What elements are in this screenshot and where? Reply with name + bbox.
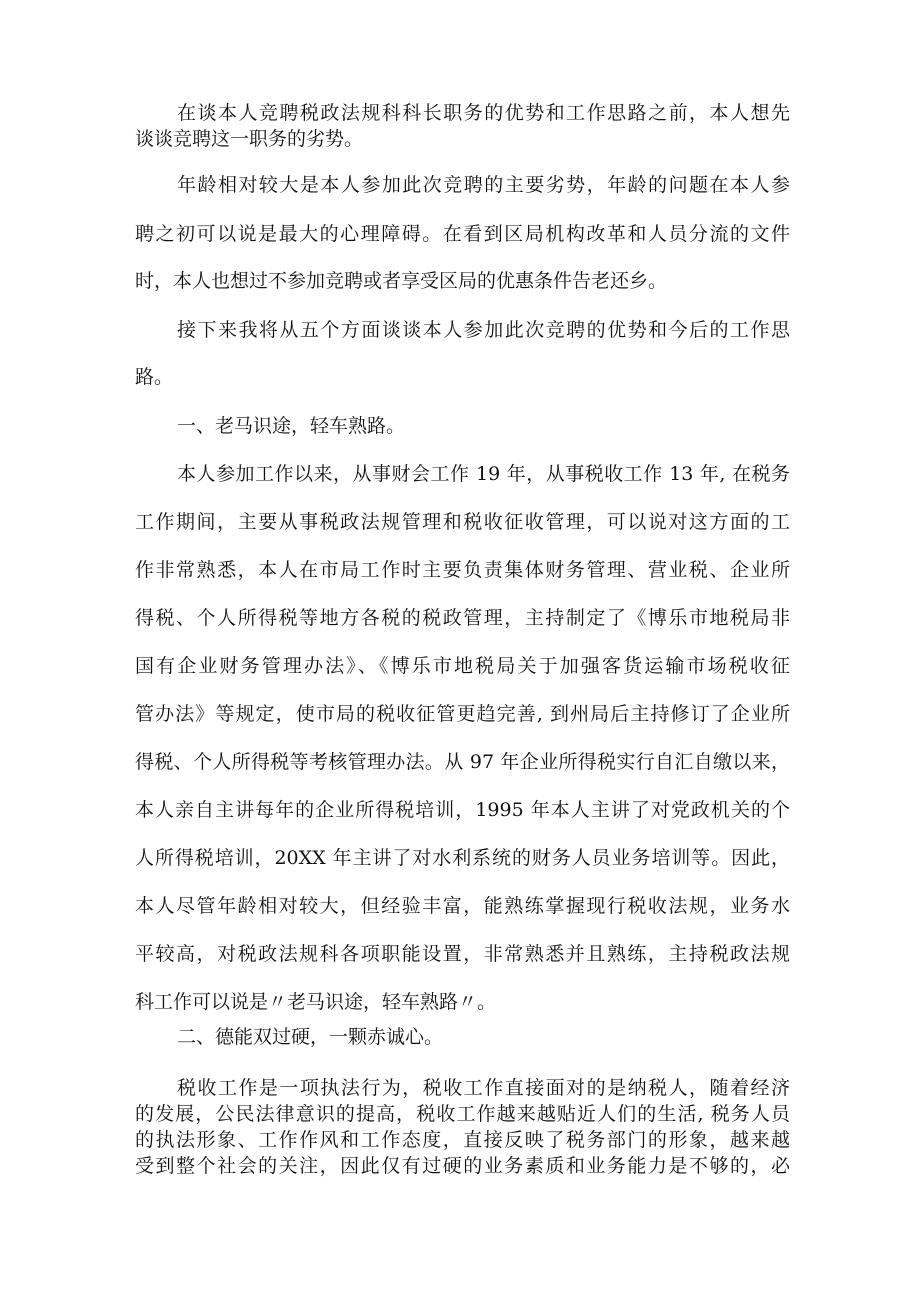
paragraph-4-line-11: 平较高，对税政法规科各项职能设置，非常熟悉并且熟练，主持税政法规 bbox=[135, 943, 790, 965]
section-heading-2: 二、德能双过硬，一颗赤诚心。 bbox=[177, 1026, 444, 1048]
paragraph-4-line-7: 得税、个人所得税等考核管理办法。从 97 年企业所得税实行自汇自缴以来， bbox=[135, 751, 790, 773]
paragraph-4-line-12: 科工作可以说是〃老马识途，轻车熟路〃。 bbox=[135, 991, 497, 1013]
paragraph-3-line-2: 路。 bbox=[135, 366, 174, 388]
paragraph-4-line-3: 作非常熟悉，本人在市局工作时主要负责集体财务管理、营业税、企业所 bbox=[135, 559, 790, 581]
paragraph-2-line-3: 时，本人也想过不参加竞聘或者享受区局的优惠条件告老还乡。 bbox=[135, 270, 668, 292]
paragraph-2-line-1: 年龄相对较大是本人参加此次竞聘的主要劣势，年龄的问题在本人参 bbox=[177, 174, 790, 196]
paragraph-4-line-6: 管办法》等规定，使市局的税收征管更趋完善, 到州局后主持修订了企业所 bbox=[135, 703, 790, 725]
paragraph-4-line-4: 得税、个人所得税等地方各税的税政管理，主持制定了《博乐市地税局非 bbox=[135, 607, 790, 629]
paragraph-5-line-2: 的发展，公民法律意识的提高，税收工作越来越贴近人们的生活, 税务人员 bbox=[135, 1103, 790, 1125]
paragraph-3-line-1: 接下来我将从五个方面谈谈本人参加此次竞聘的优势和今后的工作思 bbox=[177, 319, 790, 341]
paragraph-4-line-8: 本人亲自主讲每年的企业所得税培训，1995 年本人主讲了对党政机关的个 bbox=[135, 799, 790, 821]
paragraph-5-line-4: 受到整个社会的关注，因此仅有过硬的业务素质和业务能力是不够的，必 bbox=[135, 1155, 790, 1177]
paragraph-4-line-9: 人所得税培训，20XX 年主讲了对水利系统的财务人员业务培训等。因此， bbox=[135, 847, 790, 869]
paragraph-1-line-1: 在谈本人竞聘税政法规科科长职务的优势和工作思路之前，本人想先 bbox=[177, 102, 790, 124]
paragraph-4-line-10: 本人尽管年龄相对较大，但经验丰富，能熟练掌握现行税收法规，业务水 bbox=[135, 895, 790, 917]
paragraph-5-line-1: 税收工作是一项执法行为，税收工作直接面对的是纳税人，随着经济 bbox=[177, 1077, 790, 1099]
paragraph-4-line-1: 本人参加工作以来，从事财会工作 19 年，从事税收工作 13 年, 在税务 bbox=[177, 463, 790, 485]
section-heading-1: 一、老马识途，轻车熟路。 bbox=[177, 415, 406, 437]
paragraph-4-line-2: 工作期间，主要从事税政法规管理和税收征收管理，可以说对这方面的工 bbox=[135, 511, 790, 533]
paragraph-1-line-2: 谈谈竞聘这一职务的劣势。 bbox=[135, 128, 364, 150]
paragraph-4-line-5: 国有企业财务管理办法》、《博乐市地税局关于加强客货运输市场税收征 bbox=[135, 655, 790, 677]
paragraph-5-line-3: 的执法形象、工作作风和工作态度，直接反映了税务部门的形象，越来越 bbox=[135, 1129, 790, 1151]
paragraph-2-line-2: 聘之初可以说是最大的心理障碍。在看到区局机构改革和人员分流的文件 bbox=[135, 223, 790, 245]
